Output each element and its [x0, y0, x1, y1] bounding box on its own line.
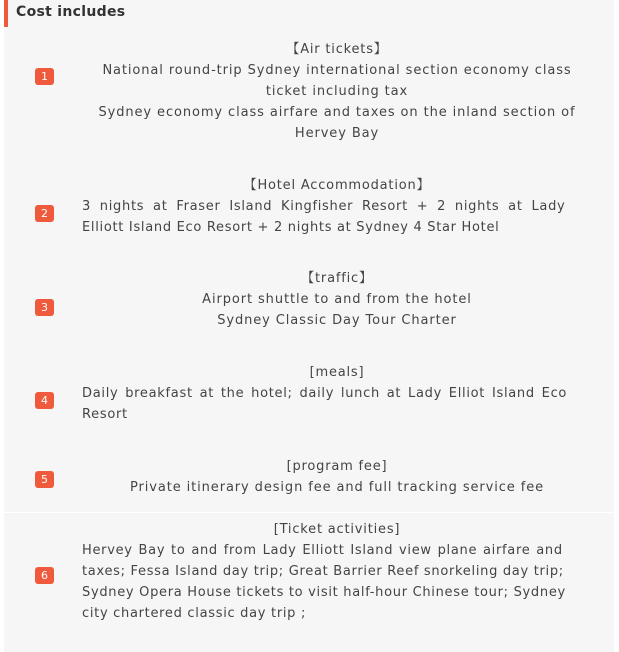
- item-description: [82, 60, 592, 144]
- item-number-badge: 3: [35, 299, 54, 316]
- description-line: 3 nights at Fraser Island Kingfisher Resort + 2 nights at Lady: [82, 199, 566, 214]
- item-description: [82, 477, 592, 498]
- description-line: Sydney Opera House tickets to visit half-hour Chinese tour; Sydney: [82, 585, 566, 600]
- header-accent-bar: [4, 0, 8, 27]
- page-title: Cost includes: [16, 4, 126, 20]
- description-line: Sydney Classic Day Tour Charter: [217, 313, 457, 328]
- description-line: Hervey Bay: [294, 126, 380, 141]
- item-description: [82, 289, 592, 331]
- item-heading: 【Hotel Accommodation】: [243, 178, 431, 193]
- description-line: ticket including tax: [265, 84, 409, 99]
- item-description: [82, 540, 592, 624]
- description-line: city chartered classic day trip ;: [82, 606, 307, 621]
- description-line: Airport shuttle to and from the hotel: [202, 292, 472, 307]
- item-number-badge: 5: [35, 471, 54, 488]
- description-line: Resort: [82, 407, 128, 422]
- description-line: Elliott Island Eco Resort + 2 nights at Sydney 4 Star Hotel: [82, 220, 500, 235]
- item-heading: [meals]: [309, 365, 365, 380]
- item-description: [82, 383, 592, 425]
- item-number-badge: 1: [35, 68, 54, 85]
- description-line: Private itinerary design fee and full tracking service fee: [129, 480, 544, 495]
- description-line: Sydney economy class airfare and taxes on the inland section of: [98, 105, 576, 120]
- item-number-badge: 2: [35, 205, 54, 222]
- description-line: National round-trip Sydney international section economy class: [102, 63, 572, 78]
- section-divider: [4, 512, 614, 513]
- item-heading: 【Air tickets】: [286, 42, 388, 57]
- item-heading: [program fee]: [286, 459, 388, 474]
- section-header: [4, 0, 614, 27]
- item-number-badge: 4: [35, 392, 54, 409]
- item-heading: [Ticket activities]: [273, 522, 401, 537]
- description-line: taxes; Fessa Island day trip; Great Barrier Reef snorkeling day trip;: [82, 564, 564, 579]
- description-line: Daily breakfast at the hotel; daily lunch at Lady Elliot Island Eco: [82, 386, 568, 401]
- item-number-badge: 6: [35, 567, 54, 584]
- item-description: [82, 196, 592, 238]
- item-heading: 【traffic】: [301, 271, 373, 286]
- description-line: Hervey Bay to and from Lady Elliott Island view plane airfare and: [82, 543, 563, 558]
